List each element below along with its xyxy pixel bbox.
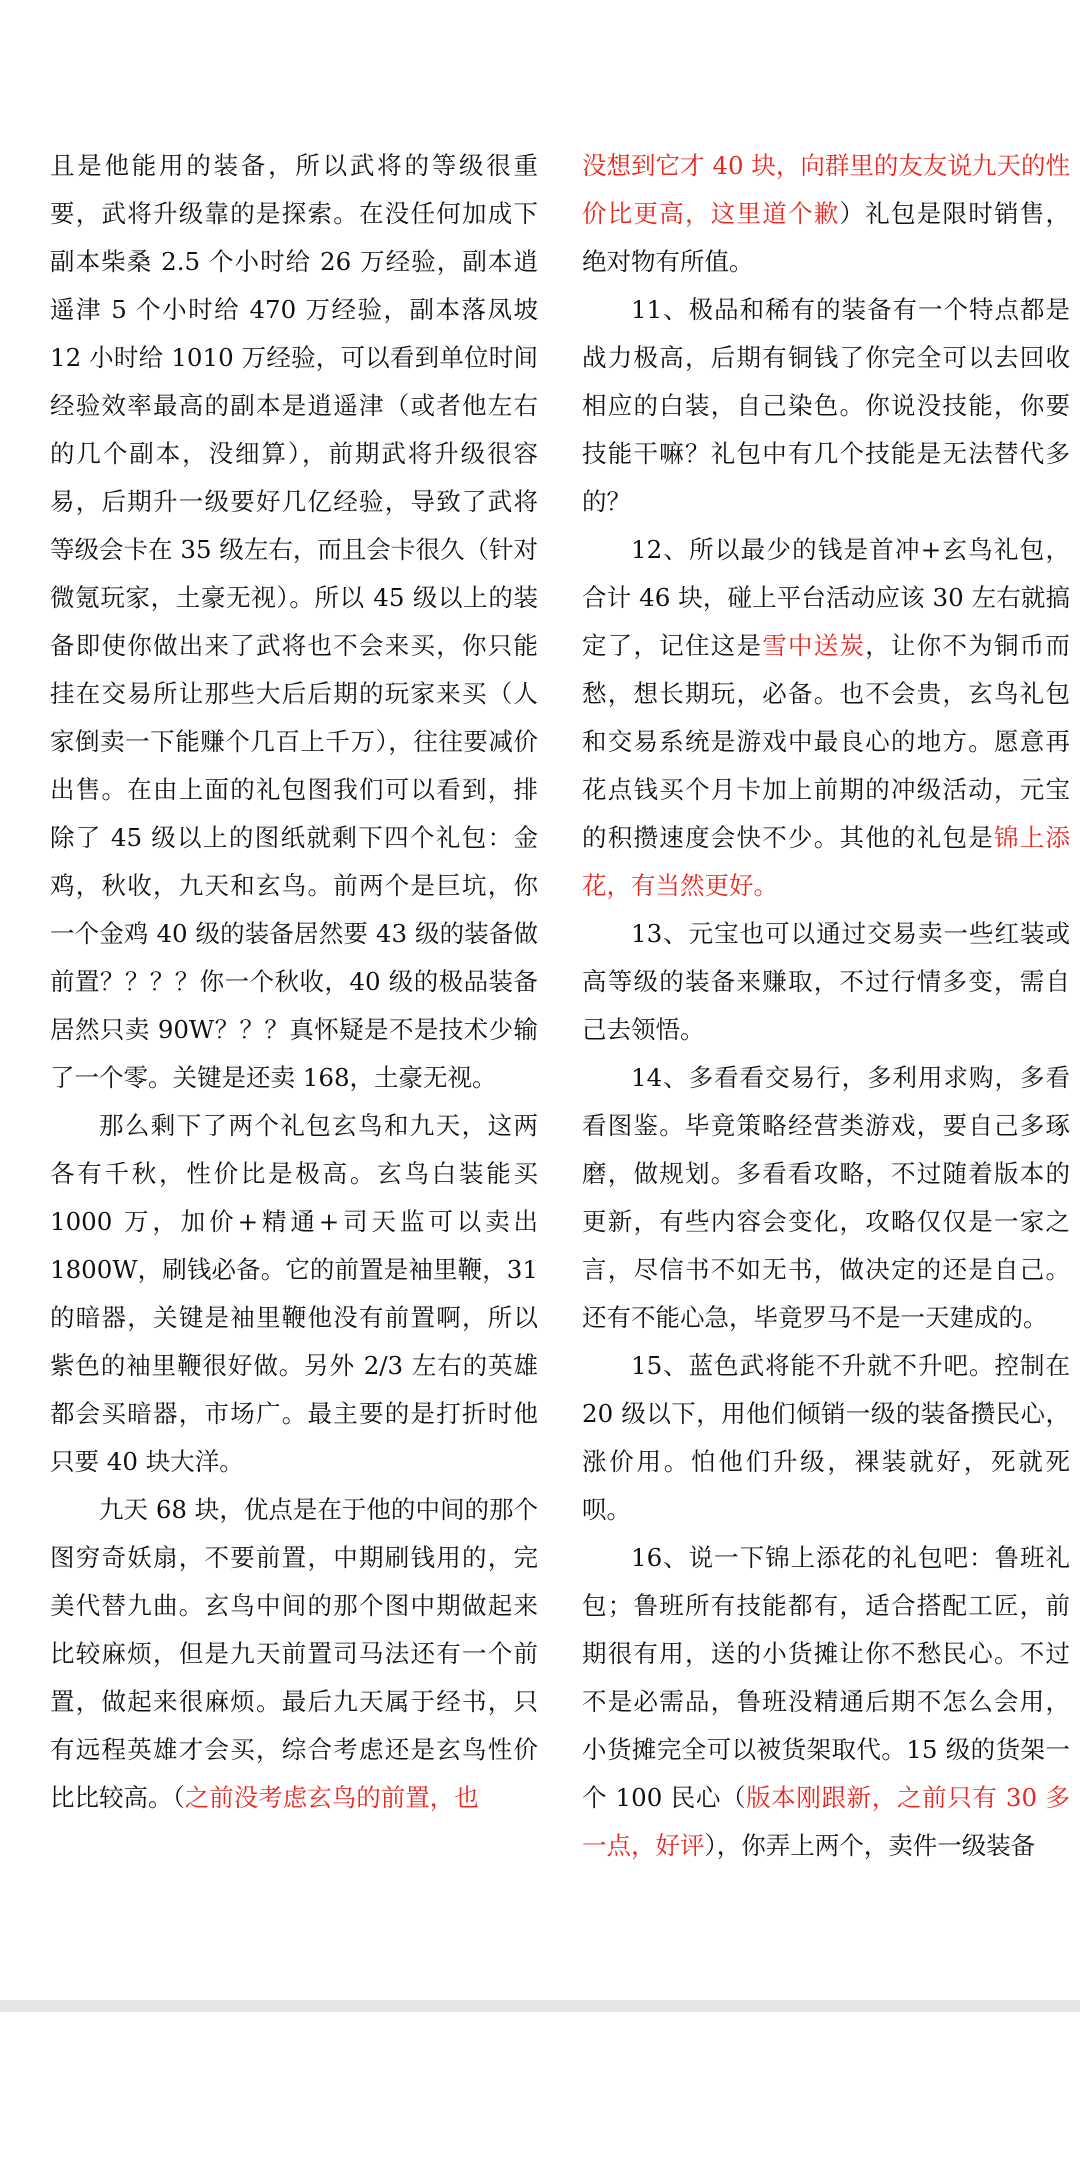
body-text: ，让你不为铜币而愁，想长期玩，必备。也不会贵，玄鸟礼包和交易系统是游戏中最良心的地方。愿意再花点钱买个月卡加上前期的冲级活动，元宝的积攒速度会快不少。其他的礼包是 [582, 631, 1070, 852]
paragraph [582, 1534, 1070, 1870]
body-text: 11、极品和稀有的装备有一个特点都是战力极高，后期有铜钱了你完全可以去回收相应的白装，自己染色。你说没技能，你要技能干嘛？礼包中有几个技能是无法替代多的？ [582, 295, 1070, 516]
body-text: 16、说一下锦上添花的礼包吧：鲁班礼包；鲁班所有技能都有，适合搭配工匠，前期很有用，送的小货摊让你不愁民心。不过不是必需品，鲁班没精通后期不怎么会用，小货摊完全可以被货架取代。15 级的货架一个 100 民心（ [582, 1543, 1070, 1812]
right-text-column [582, 142, 1070, 1870]
paragraph [582, 910, 1070, 1054]
paragraph [50, 1486, 538, 1822]
body-text: 12、所以最少的钱是首冲+玄鸟礼包，合计 46 块，碰上平台活动应该 30 左右就搞定了，记住这是 [582, 535, 1070, 660]
highlighted-text: 没想到它才 40 块，向群里的友友说九天的性价比更高，这里道个歉 [582, 151, 1070, 228]
body-text: 九天 68 块，优点是在于他的中间的那个图穷奇妖扇，不要前置，中期刷钱用的，完美代替九曲。玄鸟中间的那个图中期做起来比较麻烦，但是九天前置司马法还有一个前置，做起来很麻烦。最后九天属于经书，只有远程英雄才会买，综合考虑还是玄鸟性价比比较高。（ [50, 1495, 538, 1812]
body-text: 14、多看看交易行，多利用求购，多看看图鉴。毕竟策略经营类游戏，要自己多琢磨，做规划。多看看攻略，不过随着版本的更新，有些内容会变化，攻略仅仅是一家之言，尽信书不如无书，做决定的还是自己。还有不能心急，毕竟罗马不是一天建成的。 [582, 1063, 1070, 1332]
highlighted-text: 雪中送炭 [762, 631, 866, 660]
highlighted-text: 版本刚跟新，之前只有 30 多一点，好评 [582, 1783, 1070, 1860]
body-text: 且是他能用的装备，所以武将的等级很重要，武将升级靠的是探索。在没任何加成下副本柴桑 2.5 个小时给 26 万经验，副本逍遥津 5 个小时给 470 万经验，副本落凤坡 12 小时给 1010 万经验，可以看到单位时间经验效率最高的副本是逍遥津（或者他左右的几个副本，没细算），前期武将升级很容易，后期升一级要好几亿经验，导致了武将等级会卡在 35 级左右，而且会卡很久（针对微氪玩家，土豪无视）。所以 45 级以上的装备即使你做出来了武将也不会来买，你只能挂在交易所让那些大后后期的玩家来买（人家倒卖一下能赚个几百上千万），往往要减价出售。在由上面的礼包图我们可以看到，排除了 45 级以上的图纸就剩下四个礼包：金鸡，秋收，九天和玄鸟。前两个是巨坑，你一个金鸡 40 级的装备居然要 43 级的装备做前置？？？？你一个秋收，40 级的极品装备居然只卖 90W？？？真怀疑是不是技术少输了一个零。关键是还卖 168，土豪无视。 [50, 151, 538, 1092]
paragraph [582, 1342, 1070, 1534]
body-text: 13、元宝也可以通过交易卖一些红装或高等级的装备来赚取，不过行情多变，需自己去领悟。 [582, 919, 1070, 1044]
page-divider [0, 2000, 1080, 2012]
bottom-blank-area [0, 2012, 1080, 2160]
paragraph [50, 142, 538, 1102]
paragraph [582, 1054, 1070, 1342]
body-text: 15、蓝色武将能不升就不升吧。控制在 20 级以下，用他们倾销一级的装备攒民心，涨价用。怕他们升级，裸装就好，死就死呗。 [582, 1351, 1070, 1524]
body-text: 那么剩下了两个礼包玄鸟和九天，这两各有千秋，性价比是极高。玄鸟白装能买 1000 万，加价+精通+司天监可以卖出 1800W，刷钱必备。它的前置是袖里鞭，31 的暗器，关键是袖里鞭他没有前置啊，所以紫色的袖里鞭很好做。另外 2/3 左右的英雄都会买暗器，市场广。最主要的是打折时他只要 40 块大洋。 [50, 1111, 538, 1476]
body-text: ），你弄上两个，卖件一级装备 [704, 1831, 1036, 1860]
left-text-column [50, 142, 538, 1822]
paragraph [582, 286, 1070, 526]
paragraph [582, 142, 1070, 286]
highlighted-text: 之前没考虑玄鸟的前置，也 [184, 1783, 479, 1812]
paragraph [582, 526, 1070, 910]
paragraph [50, 1102, 538, 1486]
body-text: ）礼包是限时销售，绝对物有所值。 [582, 199, 1070, 276]
highlighted-text: 锦上添花，有当然更好。 [582, 823, 1070, 900]
